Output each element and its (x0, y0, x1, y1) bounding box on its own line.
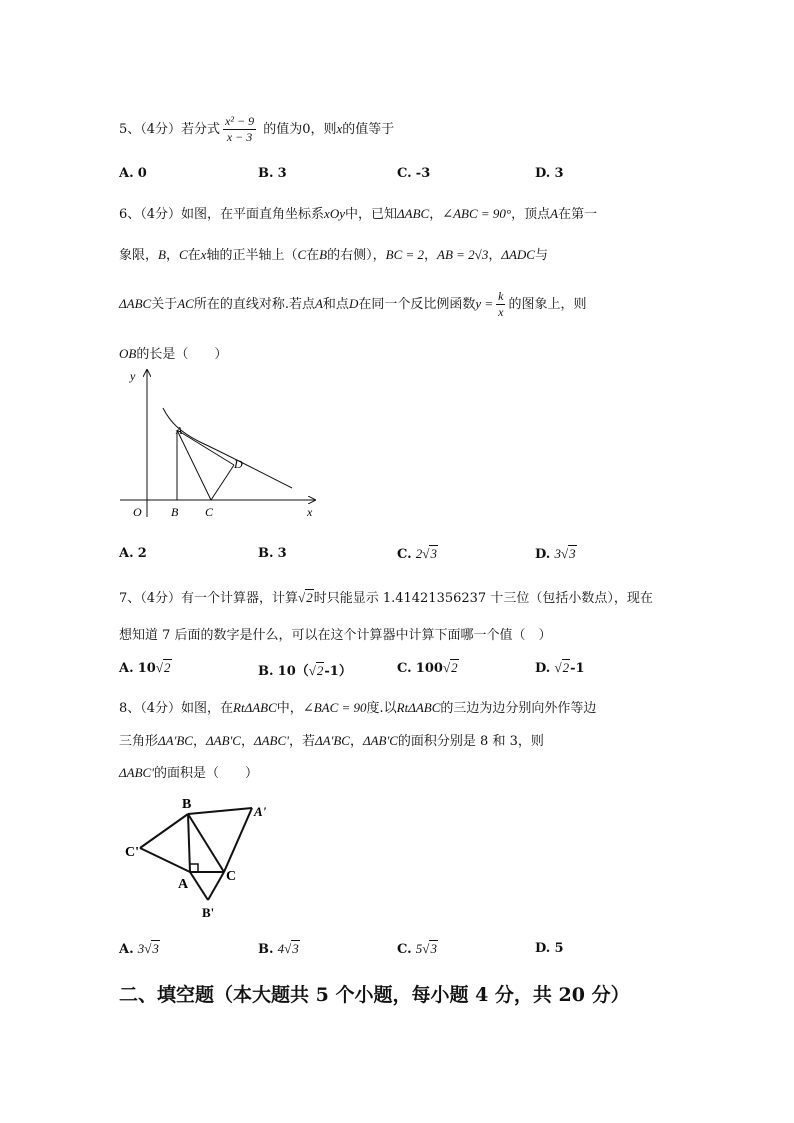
q8-line2: 三角形ΔA'BC，ΔAB'C，ΔABC'，若ΔA'BC，ΔAB'C的面积分别是 8 和 3，则 (119, 733, 544, 749)
q6-line3: ΔABC关于AC所在的直线对称.若点A和点D在同一个反比例函数y = $\frac{k}{x}$ 的图象上，则 (119, 289, 587, 319)
q5-frac-numerator: x² − 9 (225, 114, 255, 128)
q8-label-b-prime: B' (202, 905, 215, 920)
q7-option-d[interactable]: D. √2-1 (535, 660, 585, 676)
q5-mid: 的值为0，则 (263, 122, 337, 137)
q8-option-b[interactable]: B. 4√3 (258, 941, 299, 957)
q6-label-a: A (176, 426, 183, 437)
q6-figure (110, 362, 330, 522)
q6-segment-dc (211, 465, 234, 500)
q5-prefix: 5、（4分）若分式 (119, 122, 221, 137)
q8-label-a: A (178, 877, 189, 892)
q6-option-b[interactable]: B. 3 (258, 546, 287, 561)
q6-line1: 6、（4分）如图，在平面直角坐标系xOy中，已知ΔABC，∠ABC = 90°，顶点A在第一 (119, 206, 598, 222)
q5-suffix: 的值等于 (342, 122, 395, 137)
q6-label-y: y (130, 369, 136, 383)
q6-line4: OB的长是（ ） (119, 346, 228, 362)
q6-label-x: x (307, 505, 313, 519)
q8-label-c: C (226, 869, 237, 884)
q8-seg-a-prime-c (224, 808, 252, 872)
q8-option-c[interactable]: C. 5√3 (397, 941, 437, 957)
q6-label-c: C (205, 505, 214, 519)
q6-option-d[interactable]: D. 3√3 (535, 546, 576, 562)
q5-frac-denominator: x − 3 (226, 130, 253, 144)
q8-option-d[interactable]: D. 5 (535, 941, 564, 956)
q8-label-b: B (182, 797, 192, 812)
q8-figure (122, 790, 282, 925)
q8-seg-ba-prime (188, 808, 252, 814)
q5-fraction (223, 114, 256, 145)
q7-option-c[interactable]: C. 100√2 (397, 660, 458, 676)
q8-line1: 8、（4分）如图，在RtΔABC中，∠BAC = 90度.以RtΔABC的三边为边分别向外作等边 (119, 700, 597, 716)
q7-option-a[interactable]: A. 10√2 (119, 660, 171, 676)
q6-label-b: B (171, 505, 179, 519)
q6-func-fraction: $\frac{k}{x}$ (498, 289, 504, 319)
q6-option-c[interactable]: C. 2√3 (397, 546, 437, 562)
q6-label-d: D (234, 457, 243, 471)
q6-label-o: O (133, 505, 142, 519)
q8-seg-b-prime-c (208, 872, 224, 900)
q6-line2: 象限，B，C在x轴的正半轴上（C在B的右侧），BC = 2，AB = 2√3，ΔADC与 (119, 247, 548, 263)
q7-line1: 7、（4分）有一个计算器，计算√2时只能显示 1.41421356237 十三位（包括小数点），现在 (119, 590, 653, 606)
q5-option-b[interactable]: B. 3 (258, 166, 287, 181)
q8-right-angle-mark (190, 864, 198, 872)
q5-option-d[interactable]: D. 3 (535, 166, 564, 181)
q8-label-c-prime: C' (125, 845, 139, 860)
section-heading-fill-in: 二、填空题（本大题共 5 个小题，每小题 4 分，共 20 分） (119, 984, 630, 1006)
q8-seg-c-prime-a (140, 848, 190, 872)
q8-seg-ba (188, 814, 190, 872)
q6-option-a[interactable]: A. 2 (119, 546, 147, 561)
q7-option-b[interactable]: B. 10（√2-1） (258, 663, 352, 679)
q8-seg-ab-prime (190, 872, 208, 900)
q8-option-a[interactable]: A. 3√3 (119, 941, 159, 957)
q5-stem (119, 112, 394, 146)
q8-label-a-prime: A' (254, 804, 267, 819)
q5-option-a[interactable]: A. 0 (119, 166, 147, 181)
q5-option-c[interactable]: C. -3 (397, 166, 431, 181)
q7-line2: 想知道 7 后面的数字是什么，可以在这个计算器中计算下面哪一个值（ ） (119, 628, 552, 643)
q6-hyperbola (163, 408, 292, 488)
q8-seg-c-prime-b (140, 814, 188, 848)
q8-line3: ΔABC'的面积是（ ） (119, 765, 258, 781)
q5-var-x: x (336, 121, 343, 136)
